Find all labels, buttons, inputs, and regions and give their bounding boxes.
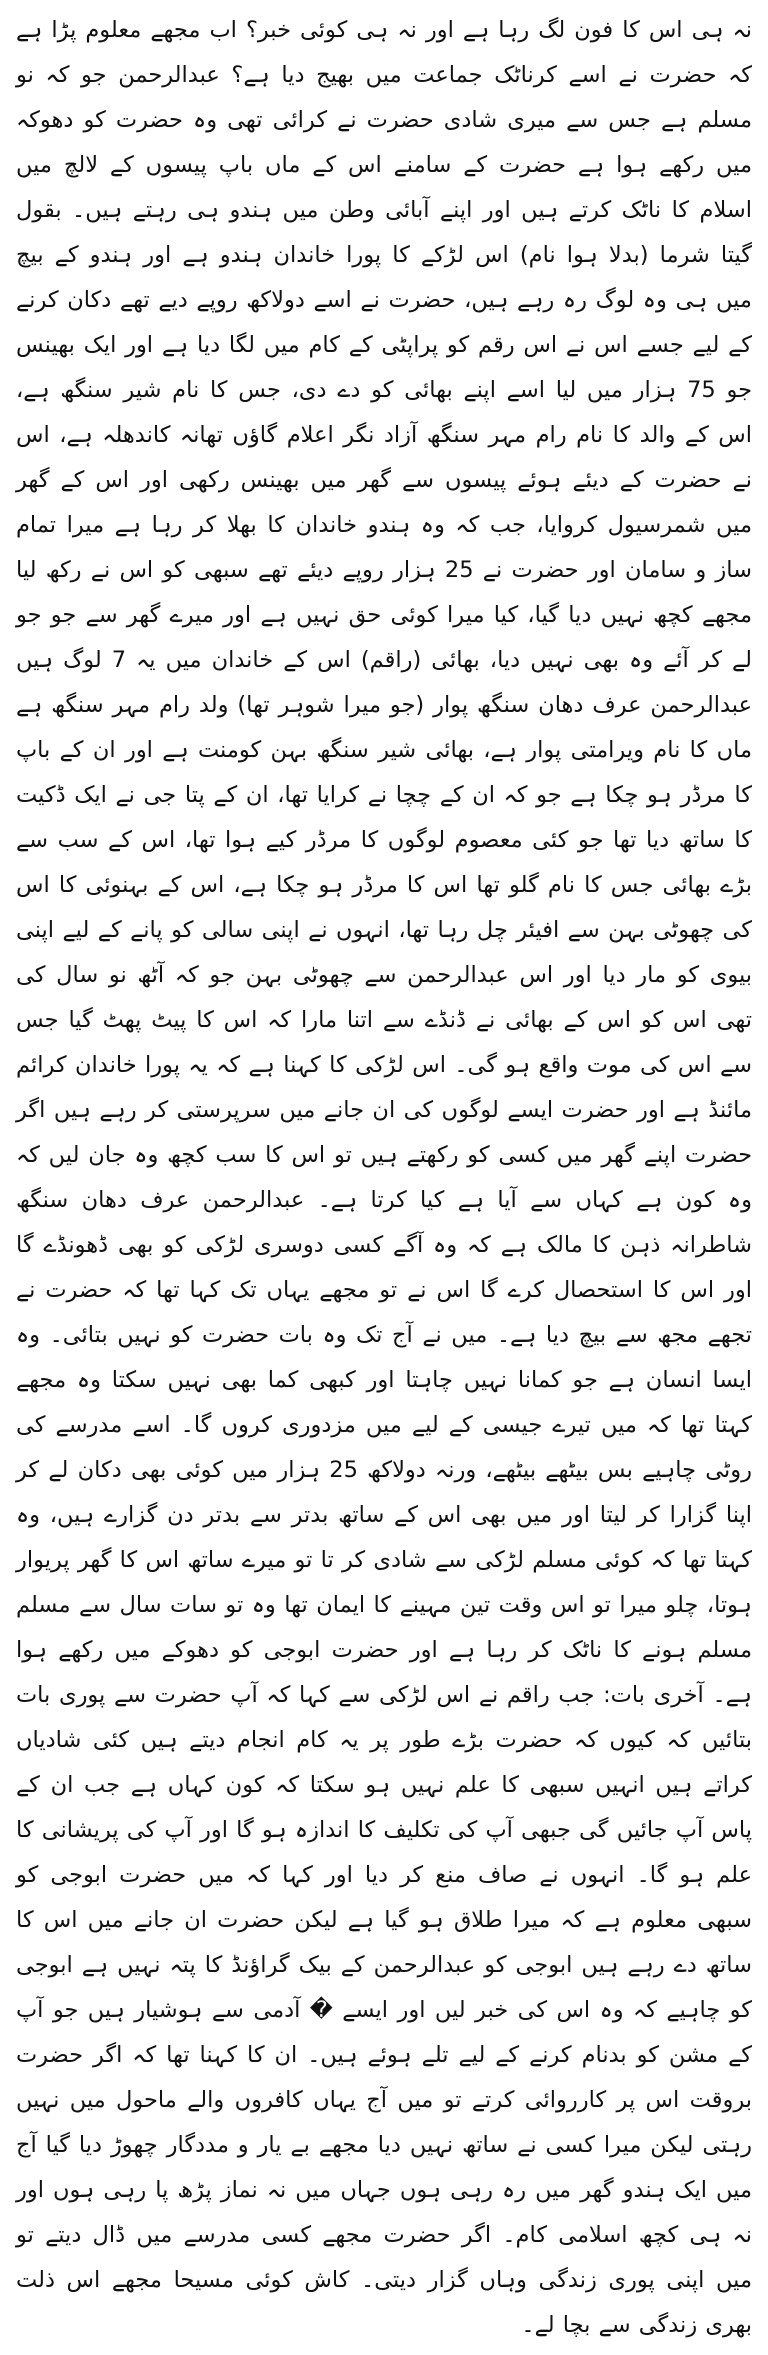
urdu-article-body	[16, 8, 752, 2348]
article-paragraph: نہ ہی اس کا فون لگ رہا ہے اور نہ ہی کوئی خبر؟ اب مجھے معلوم پڑا ہے کہ حضرت نے اسے کرناٹک جماعت میں بھیج دیا ہے؟ عبدالرحمن جو کہ نو مسلم ہے جس سے میری شادی حضرت نے کرائی تھی وہ حضرت کو دھوکہ میں رکھے ہوا ہے حضرت کے سامنے اس کے ماں باپ پیسوں کے لالچ میں اسلام کا ناٹک کرتے ہیں اور اپنے آبائی وطن میں ہندو ہی رہتے ہیں۔ بقول گیتا شرما (بدلا ہوا نام) اس لڑکے کا پورا خاندان ہندو ہے اور ہندو کے بیچ میں ہی وہ لوگ رہ رہے ہیں، حضرت نے اسے دولاکھ روپے دیے تھے دکان کرنے کے لیے جسے اس نے اس رقم کو پراپٹی کے کام میں لگا دیا ہے اور ایک بھینس جو 75 ہزار میں لیا اسے اپنے بھائی کو دے دی، جس کا نام شیر سنگھ ہے، اس کے والد کا نام رام مہر سنگھ آزاد نگر اعلام گاؤں تھانہ کاندھلہ ہے، اس نے حضرت کے دیئے ہوئے پیسوں سے گھر میں بھینس رکھی اور اس کے گھر میں شمرسیول کروایا، جب کہ وہ ہندو خاندان کا بھلا کر رہا ہے میرا تمام ساز و سامان اور حضرت نے 25 ہزار روپے دیئے تھے سبھی کو اس نے رکھ لیا مجھے کچھ نہیں دیا گیا، کیا میرا کوئی حق نہیں ہے اور میرے گھر سے جو جو لے کر آئے وہ بھی نہیں دیا، بھائی (راقم) اس کے خاندان میں یہ 7 لوگ ہیں عبدالرحمن عرف دھان سنگھ پوار (جو میرا شوہر تھا) ولد رام مہر سنگھ ہے ماں کا نام ویرامتی پوار ہے، بھائی شیر سنگھ بہن کومنت ہے اور ان کے باپ کا مرڈر ہو چکا ہے جو کہ ان کے چچا نے کرایا تھا، ان کے پتا جی نے ایک ڈکیت کا ساتھ دیا تھا جو کئی معصوم لوگوں کا مرڈر کیے ہوا تھا، اس کے سب سے بڑے بھائی جس کا نام گلو تھا اس کا مرڈر ہو چکا ہے، اس کے بہنوئی کا اس کی چھوٹی بہن سے افیئر چل رہا تھا، انہوں نے اپنی سالی کو پانے کے لیے اپنی بیوی کو مار دیا اور اس عبدالرحمن سے چھوٹی بہن جو کہ آٹھ نو سال کی تھی اس کو اس کے بھائی نے ڈنڈے سے اتنا مارا کہ اس کا پیٹ پھٹ گیا جس سے اس کی موت واقع ہو گی۔ اس لڑکی کا کہنا ہے کہ یہ پورا خاندان کرائم مائنڈ ہے اور حضرت ایسے لوگوں کی ان جانے میں سرپرستی کر رہے ہیں اگر حضرت اپنے گھر میں کسی کو رکھتے ہیں تو اس کا سب کچھ وہ جان لیں کہ وہ کون ہے کہاں سے آیا ہے کیا کرتا ہے۔ عبدالرحمن عرف دھان سنگھ شاطرانہ ذہن کا مالک ہے کہ وہ آگے کسی دوسری لڑکی کو بھی ڈھونڈے گا اور اس کا استحصال کرے گا اس نے تو مجھے یہاں تک کہا تھا کہ حضرت نے تجھے مجھ سے بیچ دیا ہے۔ میں نے آج تک وہ بات حضرت کو نہیں بتائی۔ وہ ایسا انسان ہے جو کمانا نہیں چاہتا اور کبھی کما بھی نہیں سکتا وہ مجھے کہتا تھا کہ میں تیرے جیسی کے لیے میں مزدوری کروں گا۔ اسے مدرسے کی روٹی چاہیے بس بیٹھے بیٹھے، ورنہ دولاکھ 25 ہزار میں کوئی بھی دکان لے کر اپنا گزارا کر لیتا اور میں بھی اس کے ساتھ بدتر سے بدتر دن گزارے ہیں، وہ کہتا تھا کہ کوئی مسلم لڑکی سے شادی کر تا تو میرے ساتھ اس کا گھر پریوار ہوتا، چلو میرا تو اس وقت تین مہینے کا ایمان تھا وہ تو سات سال سے مسلم مسلم ہونے کا ناٹک کر رہا ہے اور حضرت ابوجی کو دھوکے میں رکھے ہوا ہے۔ آخری بات: جب راقم نے اس لڑکی سے کہا کہ آپ حضرت سے پوری بات بتائیں کہ کیوں کہ حضرت بڑے طور پر یہ کام انجام دیتے ہیں کئی شادیاں کراتے ہیں انہیں سبھی کا علم نہیں ہو سکتا کہ کون کہاں ہے جب ان کے پاس آپ جائیں گی جبھی آپ کی تکلیف کا اندازہ ہو گا اور آپ کی پریشانی کا علم ہو گا۔ انہوں نے صاف منع کر دیا اور کہا کہ میں حضرت ابوجی کو سبھی معلوم ہے کہ میرا طلاق ہو گیا ہے لیکن حضرت ان جانے میں اس کا ساتھ دے رہے ہیں ابوجی کو عبدالرحمن کے بیک گراؤنڈ کا پتہ نہیں ہے ابوجی کو چاہیے کہ وہ اس کی خبر لیں اور ایسے � آدمی سے ہوشیار ہیں جو آپ کے مشن کو بدنام کرنے کے لیے تلے ہوئے ہیں۔ ان کا کہنا تھا کہ اگر حضرت بروقت اس پر کارروائی کرتے تو میں آج یہاں کافروں والے ماحول میں نہیں رہتی لیکن میرا کسی نے ساتھ نہیں دیا مجھے بے یار و مددگار چھوڑ دیا گیا آج میں ایک ہندو گھر میں رہ رہی ہوں جہاں میں نہ نماز پڑھ پا رہی ہوں اور نہ ہی کچھ اسلامی کام۔ اگر حضرت مجھے کسی مدرسے میں ڈال دیتے تو میں اپنی پوری زندگی وہاں گزار دیتی۔ کاش کوئی مسیحا مجھے اس ذلت بھری زندگی سے بچا لے۔	[16, 17, 753, 2338]
